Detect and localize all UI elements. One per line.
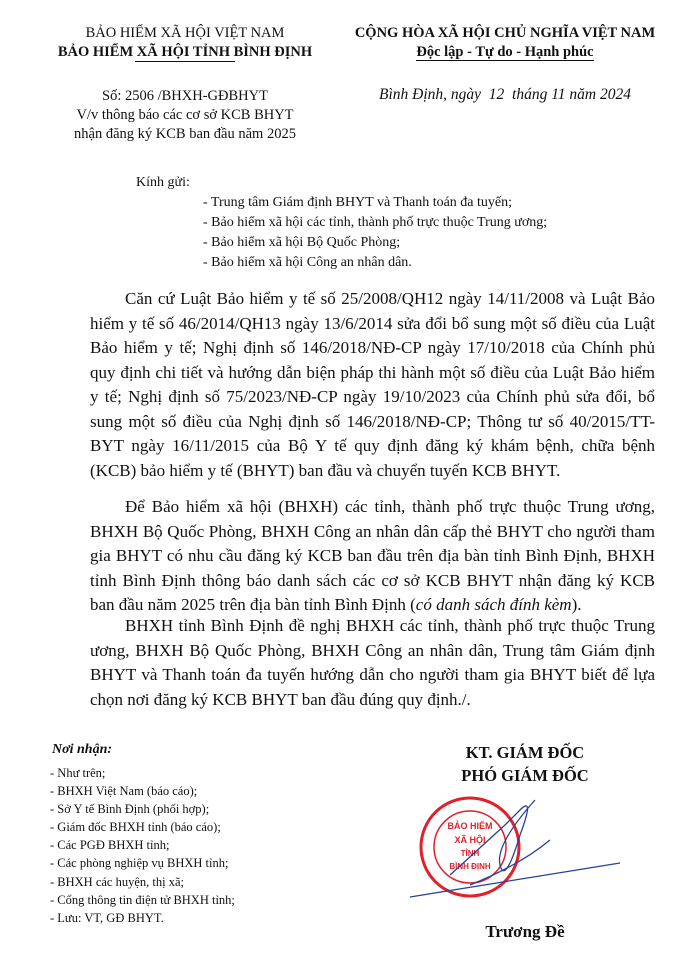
signature-title xyxy=(400,741,650,787)
recipient-item: - Trung tâm Giám định BHYT và Thanh toán đa tuyến; xyxy=(203,195,513,210)
signature-icon xyxy=(410,800,620,897)
svg-text:BÌNH ĐỊNH: BÌNH ĐỊNH xyxy=(449,862,491,871)
recipient-item: - Bảo hiểm xã hội Bộ Quốc Phòng; xyxy=(203,235,401,250)
distribution-item: - Lưu: VT, GĐ BHYT. xyxy=(50,910,164,925)
recipients-label: Kính gửi: xyxy=(136,175,190,190)
distribution-item: - Cổng thông tin điện tử BHXH tỉnh; xyxy=(50,892,235,907)
doc-number: Số: 2506 /BHXH-GĐBHYT xyxy=(102,88,268,104)
distribution-list xyxy=(50,764,235,927)
paragraph-purpose: Để Bảo hiểm xã hội (BHXH) các tỉnh, thành phố trực thuộc Trung ương, BHXH Bộ Quốc Phòng, BHXH Công an nhân dân cấp thẻ BHYT cho người tham gia BHYT có nhu cầu đăng ký KCB ban đầu trên địa bàn tỉnh Bình Định, BHXH tỉnh Bình Định thông báo danh sách các cơ sở KCB BHYT nhận đăng ký KCB ban đầu năm 2025 trên địa bàn tỉnh Bình Định (có danh sách đính kèm). xyxy=(90,497,655,614)
header-right xyxy=(335,24,675,62)
signature-line1: KT. GIÁM ĐỐC xyxy=(465,743,585,762)
country-name: CỘNG HÒA XÃ HỘI CHỦ NGHĨA VIỆT NAM xyxy=(354,25,656,41)
official-stamp-and-signature xyxy=(410,795,630,915)
office-name: BẢO HIỂM XÃ HỘI TỈNH BÌNH ĐỊNH xyxy=(57,44,313,60)
paragraph-request: BHXH tỉnh Bình Định đề nghị BHXH các tỉnh, thành phố trực thuộc Trung ương, BHXH Bộ Quốc Phòng, BHXH Công an nhân dân, Trung tâm Giám định BHYT và Thanh toán đa tuyến hướng dẫn cho người tham gia BHYT biết để lựa chọn nơi đăng ký KCB BHYT ban đầu đúng quy định./. xyxy=(90,616,655,709)
header-left xyxy=(40,24,330,62)
distribution-item: - Các PGĐ BHXH tỉnh; xyxy=(50,838,170,853)
signer-name: Trương Đề xyxy=(485,922,565,941)
recipient-item: - Bảo hiểm xã hội các tỉnh, thành phố trực thuộc Trung ương; xyxy=(203,215,548,230)
recipient-item: - Bảo hiểm xã hội Công an nhân dân. xyxy=(203,255,412,270)
attachment-note: có danh sách đính kèm xyxy=(415,595,572,614)
distribution-item: - BHXH các huyện, thị xã; xyxy=(50,874,184,889)
distribution-item: - Như trên; xyxy=(50,766,106,780)
subject-line: nhận đăng ký KCB ban đầu năm 2025 xyxy=(74,126,296,142)
distribution-item: - Sở Y tế Bình Định (phối hợp); xyxy=(50,802,210,817)
distribution-item: - Giám đốc BHXH tỉnh (báo cáo); xyxy=(50,820,221,835)
signature-line2: PHÓ GIÁM ĐỐC xyxy=(461,766,589,785)
doc-reference xyxy=(40,87,330,144)
distribution-item: - BHXH Việt Nam (báo cáo); xyxy=(50,784,198,799)
recipients-list xyxy=(203,193,547,273)
paragraph-legal-basis: Căn cứ Luật Bảo hiểm y tế số 25/2008/QH12 ngày 14/11/2008 và Luật Bảo hiểm y tế số 46/2014/QH13 ngày 13/6/2014 sửa đổi bổ sung một số điều của Luật Bảo hiểm y tế; Nghị định số 146/2018/NĐ-CP ngày 17/10/2018 của Chính phủ quy định chi tiết và hướng dẫn biện pháp thi hành một số điều của Luật Bảo hiểm y tế; Nghị định số 75/2023/NĐ-CP ngày 19/10/2023 của Chính phủ sửa đổi, bổ sung một số điều của Nghị định số 146/2018/NĐ-CP; Thông tư số 40/2015/TT-BYT ngày 16/11/2015 của Bộ Y tế quy định đăng ký khám bệnh, chữa bệnh (KCB) bảo hiểm y tế (BHYT) ban đầu và chuyển tuyến KCB BHYT. xyxy=(90,289,655,480)
distribution-item: - Các phòng nghiệp vụ BHXH tỉnh; xyxy=(50,856,229,871)
subject-line: V/v thông báo các cơ sở KCB BHYT xyxy=(76,107,294,123)
agency-name: BẢO HIỂM XÃ HỘI VIỆT NAM xyxy=(85,25,285,41)
motto: Độc lập - Tự do - Hạnh phúc xyxy=(416,44,594,60)
distribution-label: Nơi nhận: xyxy=(52,742,113,757)
svg-text:TỈNH: TỈNH xyxy=(460,849,480,858)
svg-text:BẢO HIỂM: BẢO HIỂM xyxy=(447,821,493,831)
svg-text:XÃ HỘI: XÃ HỘI xyxy=(454,835,486,845)
place-date: Bình Định, ngày 12 tháng 11 năm 2024 xyxy=(378,86,631,103)
